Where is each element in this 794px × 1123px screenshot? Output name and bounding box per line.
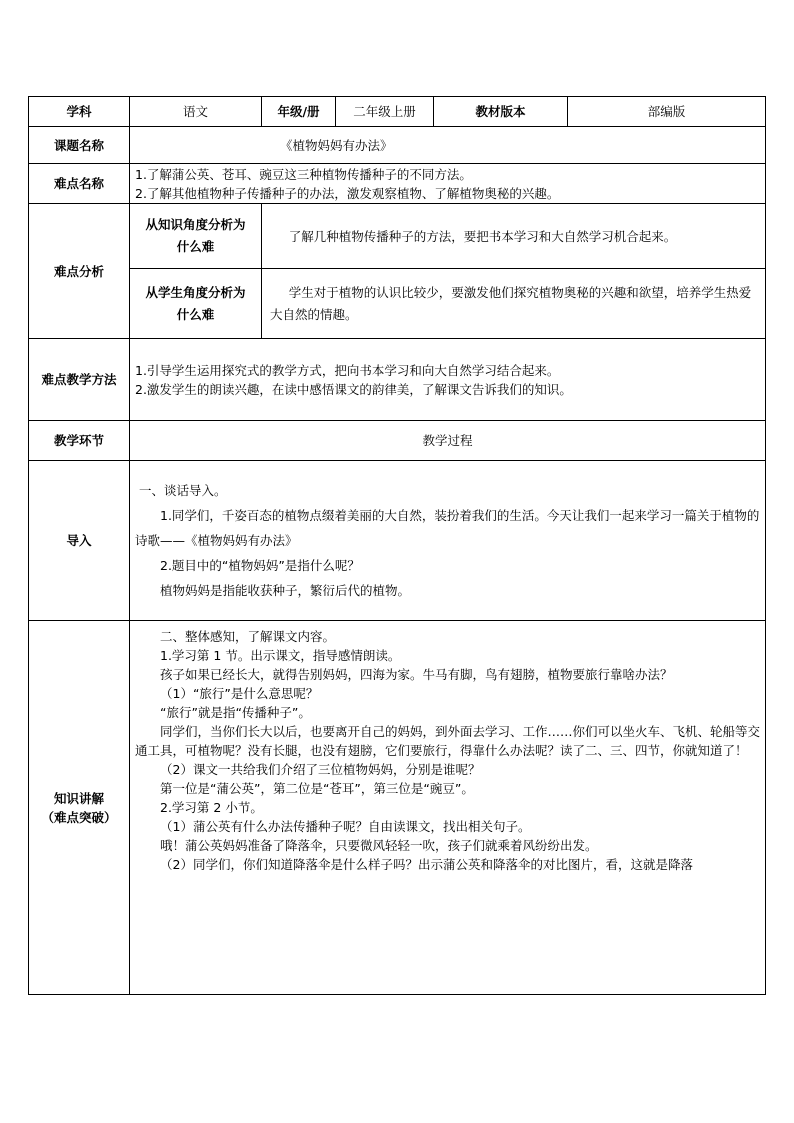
- analysis-row-student: [29, 269, 766, 339]
- knowledge-row: [29, 621, 766, 995]
- intro-line: 一、谈话导入。: [139, 483, 227, 498]
- student-angle-text: 学生对于植物的认识比较少，要激发他们探究植物奥秘的兴趣和欲望，培养学生热爱大自然的情趣。: [262, 269, 766, 339]
- knowledge-label-line: 知识讲解: [53, 790, 104, 806]
- edition-value: 部编版: [568, 97, 766, 127]
- difficulty-label: 难点名称: [29, 164, 130, 204]
- analysis-label: 难点分析: [29, 204, 130, 339]
- intro-row: [29, 461, 766, 621]
- knowledge-line: （1）蒲公英有什么办法传播种子呢？自由读课文，找出相关句子。: [160, 819, 531, 834]
- lesson-title-value: 《植物妈妈有办法》: [130, 127, 766, 164]
- intro-line: 1.同学们，千姿百态的植物点缀着美丽的大自然，装扮着我们的生活。今天让我们一起来学习一篇关于植物的诗歌——《植物妈妈有办法》: [135, 508, 760, 548]
- difficulty-row: [29, 164, 766, 204]
- knowledge-line: “旅行”就是指“传播种子”。: [160, 705, 311, 720]
- knowledge-line: 同学们，当你们长大以后，也要离开自己的妈妈，到外面去学习、工作……你们可以坐火车、飞机、轮船等交通工具，可植物呢？没有长腿，也没有翅膀，它们要旅行，得靠什么办法呢？读了二、三、四节，你就知道了！: [135, 724, 761, 758]
- method-row: [29, 339, 766, 421]
- knowledge-angle-label: 从知识角度分析为什么难: [130, 204, 262, 269]
- knowledge-line: 二、整体感知，了解课文内容。: [160, 629, 336, 644]
- stage-label: 教学环节: [29, 421, 130, 461]
- method-content: [130, 339, 766, 421]
- method-item: 1.引导学生运用探究式的教学方式，把向书本学习和向大自然学习结合起来。: [135, 362, 560, 378]
- intro-label: 导入: [29, 461, 130, 621]
- process-header-row: [29, 421, 766, 461]
- difficulty-item: 1.了解蒲公英、苍耳、豌豆这三种植物传播种子的不同方法。: [135, 166, 472, 182]
- knowledge-angle-text: 了解几种植物传播种子的方法，要把书本学习和大自然学习机合起来。: [262, 204, 766, 269]
- knowledge-line: （2）课文一共给我们介绍了三位植物妈妈，分别是谁呢？: [160, 762, 481, 777]
- lesson-plan-table: [28, 96, 766, 995]
- knowledge-line: 孩子如果已经长大，就得告别妈妈，四海为家。牛马有脚，鸟有翅膀，植物要旅行靠啥办法？: [160, 667, 673, 682]
- knowledge-line: （2）同学们，你们知道降落伞是什么样子吗？出示蒲公英和降落伞的对比图片，看，这就是降落: [160, 857, 693, 872]
- knowledge-line: （1）“旅行”是什么意思呢？: [160, 686, 319, 701]
- grade-label: 年级/册: [262, 97, 336, 127]
- difficulty-content: [130, 164, 766, 204]
- knowledge-line: 2.学习第 2 小节。: [160, 800, 263, 815]
- student-angle-label: 从学生角度分析为什么难: [130, 269, 262, 339]
- lesson-title-row: [29, 127, 766, 164]
- knowledge-line: 1.学习第 1 节。出示课文，指导感情朗读。: [160, 648, 401, 663]
- subject-value: 语文: [130, 97, 262, 127]
- lesson-title-label: 课题名称: [29, 127, 130, 164]
- knowledge-label-line: （难点突破）: [41, 809, 117, 825]
- intro-line: 2.题目中的“植物妈妈”是指什么呢？: [160, 558, 360, 573]
- knowledge-content: [130, 621, 766, 995]
- difficulty-item: 2.了解其他植物种子传播种子的办法，激发观察植物、了解植物奥秘的兴趣。: [135, 185, 560, 201]
- intro-line: 植物妈妈是指能收获种子，繁衍后代的植物。: [160, 583, 411, 598]
- grade-value: 二年级上册: [336, 97, 434, 127]
- method-label: 难点教学方法: [29, 339, 130, 421]
- knowledge-label: [29, 621, 130, 995]
- subject-label: 学科: [29, 97, 130, 127]
- analysis-row-knowledge: [29, 204, 766, 269]
- header-row: [29, 97, 766, 127]
- method-item: 2.激发学生的朗读兴趣，在读中感悟课文的韵律美，了解课文告诉我们的知识。: [135, 381, 572, 397]
- edition-label: 教材版本: [434, 97, 568, 127]
- knowledge-line: 哦！蒲公英妈妈准备了降落伞，只要微风轻轻一吹，孩子们就乘着风纷纷出发。: [160, 838, 598, 853]
- process-label: 教学过程: [130, 421, 766, 461]
- intro-content: [130, 461, 766, 621]
- knowledge-line: 第一位是“蒲公英”，第二位是“苍耳”，第三位是“豌豆”。: [160, 781, 474, 796]
